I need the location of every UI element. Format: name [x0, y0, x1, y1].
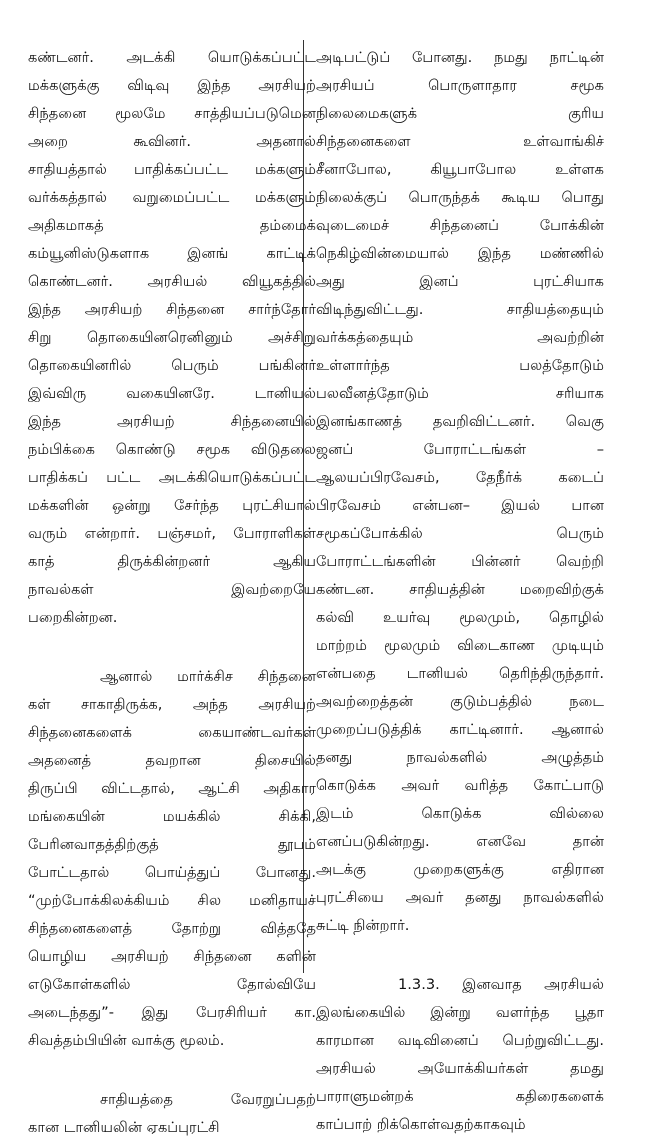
text-line: பாராளுமன்றக் கதிரைகளைக்	[316, 1088, 604, 1105]
paragraph-gap	[28, 632, 316, 663]
text-line: அடைந்தது”- இது பேரசிரியர் கா.	[28, 1004, 316, 1021]
text-line: கள் சாகாதிருக்க, அந்த அரசியற்	[28, 696, 316, 713]
text-line: வர்க்கத்தால் வறுமைப்பட்ட மக்களும்	[28, 189, 316, 206]
text-line: பிரவேசம் என்பன– இயல் பான	[316, 497, 604, 514]
text-line: இவ்விரு வகையினரே. டானியல்	[28, 385, 316, 402]
text-line: “முற்போக்கிலக்கியம் சில மனிதாயச்	[28, 892, 316, 909]
text-line: மாற்றம் மூலமும் விடைகாண முடியும்	[316, 637, 604, 654]
text-line: காரமான வடிவினைப் பெற்றுவிட்டது.	[316, 1032, 604, 1049]
text-line: இந்த அரசியற் சிந்தனையில்	[28, 413, 316, 430]
text-line: சிறு தொகையினரெனினும் அச்சிறு	[28, 329, 316, 346]
text-line: சிவத்தம்பியின் வாக்கு மூலம்.	[28, 1032, 225, 1049]
text-line: இந்த அரசியற் சிந்தனை சார்ந்தோர்	[28, 301, 316, 318]
text-line: உள்ளார்ந்த பலத்தோடும்	[316, 357, 604, 374]
text-line: அதிகமாகத் தம்மைக்	[28, 217, 316, 234]
text-line: விடிந்துவிட்டது. சாதியத்தையும்	[316, 301, 604, 318]
text-line: போட்டதால் பொய்த்துப் போனது.	[28, 864, 316, 881]
text-line: யொழிய அரசியற் சிந்தனை களின்	[28, 948, 316, 965]
text-line: கண்டன. சாதியத்தின் மறைவிற்குக்	[316, 581, 604, 598]
text-line: ஆனால் மார்க்சிச சிந்தனை	[100, 668, 316, 685]
text-line: சிந்தனைகளை உள்வாங்கிச்	[316, 133, 604, 150]
text-line: சமூகப்போக்கில் பெரும்	[316, 525, 604, 542]
text-line: அதனைத் தவறான திசையில்	[28, 752, 316, 769]
text-line: காப்பாற் றிக்கொள்வதற்காகவும்	[316, 1116, 526, 1133]
text-line: கல்வி உயர்வு மூலமும், தொழில்	[316, 609, 604, 626]
text-line: இடம் கொடுக்க வில்லை	[316, 805, 604, 822]
text-line: நாவல்கள் இவற்றையே	[28, 581, 316, 598]
text-line: சிந்தனைகளைத் தோற்று வித்ததே	[28, 920, 316, 937]
text-line: அடக்கு முறைகளுக்கு எதிரான	[316, 861, 604, 878]
text-line: புரட்சியை அவர் தனது நாவல்களில்	[316, 889, 604, 906]
text-line: திருப்பி விட்டதால், ஆட்சி அதிகார	[28, 780, 316, 797]
paragraph-gap	[28, 1055, 316, 1086]
text-line: பாதிக்கப் பட்ட அடக்கியொடுக்கப்பட்ட	[28, 469, 316, 486]
text-line: வர்க்கத்தையும் அவற்றின்	[316, 329, 604, 346]
paragraph	[28, 44, 316, 632]
text-line: வுடைமைச் சிந்தனைப் போக்கின்	[316, 217, 604, 234]
paragraph	[316, 44, 604, 940]
text-line: தனது நாவல்களில் அழுத்தம்	[316, 749, 604, 766]
text-line: வரும் என்றார். பஞ்சமர், போராளிகள்	[28, 525, 316, 542]
paragraph-gap	[316, 940, 604, 971]
text-line: தொகையினரில் பெரும் பங்கினர்	[28, 357, 316, 374]
text-line: பேரினவாதத்திற்குத் தூபம்	[28, 836, 316, 853]
text-line: சுட்டி நின்றார்.	[316, 917, 410, 934]
text-line: காத் திருக்கின்றனர் ஆகிய	[28, 553, 316, 570]
text-line: கான டானியலின் ஏகப்புரட்சி	[28, 1119, 220, 1136]
text-line: மக்களுக்கு விடிவு இந்த அரசியற்	[28, 77, 316, 94]
text-line: இலங்கையில் இன்று வளர்ந்த பூதா	[316, 1004, 604, 1021]
text-line: போராட்டங்களின் பின்னர் வெற்றி	[316, 553, 604, 570]
text-line: கொடுக்க அவர் வரித்த கோட்பாடு	[316, 777, 604, 794]
text-line: நிலைமைகளுக் குரிய	[316, 105, 604, 122]
text-line: சீனாபோல, கியூபாபோல உள்ளக	[316, 161, 604, 178]
text-line: கண்டனர். அடக்கி யொடுக்கப்பட்ட	[28, 49, 316, 66]
text-line: என்பதை டானியல் தெரிந்திருந்தார்.	[316, 665, 604, 682]
text-line: அது இனப் புரட்சியாக	[316, 273, 604, 290]
text-line: சிந்தனைகளைக் கையாண்டவர்கள்	[28, 724, 316, 741]
text-line: நெகிழ்வின்மையால் இந்த மண்ணில்	[316, 245, 604, 262]
text-line: பலவீனத்தோடும் சரியாக	[316, 385, 604, 402]
text-line: அரசியப் பொருளாதார சமூக	[316, 77, 604, 94]
text-line: கொண்டனர். அரசியல் வியூகத்தில்	[28, 273, 316, 290]
paragraph	[28, 1086, 316, 1142]
text-line: அடிபட்டுப் போனது. நமது நாட்டின்	[316, 49, 604, 66]
text-line: ஆலயப்பிரவேசம், தேநீர்க் கடைப்	[316, 469, 604, 486]
text-line: சாதியத்தை வேரறுப்பதற்	[100, 1091, 316, 1108]
text-line: ஜனப் போராட்டங்கள் –	[316, 441, 604, 458]
text-line: மக்களின் ஒன்று சேர்ந்த புரட்சியால்	[28, 497, 316, 514]
text-line: அவற்றைத்தன் குடும்பத்தில் நடை	[316, 693, 604, 710]
paragraph	[316, 971, 604, 1139]
paragraph	[28, 663, 316, 1055]
text-line: எடுகோள்களில் தோல்வியே	[28, 976, 316, 993]
text-line: இனங்காணத் தவறிவிட்டனர். வெகு	[316, 413, 604, 430]
text-line: சாதியத்தால் பாதிக்கப்பட்ட மக்களும்	[28, 161, 316, 178]
text-line: சிந்தனை மூலமே சாத்தியப்படுமென	[28, 105, 316, 122]
text-line: அரசியல் அயோக்கியர்கள் தமது	[316, 1060, 604, 1077]
right-column	[316, 44, 604, 1139]
left-column	[28, 44, 316, 1142]
text-line: 1.3.3. இனவாத அரசியல்	[398, 976, 604, 993]
text-line: கம்யூனிஸ்டுகளாக இனங் காட்டிக்	[28, 245, 316, 262]
text-line: நிலைக்குப் பொருந்தக் கூடிய பொது	[316, 189, 604, 206]
text-line: முறைப்படுத்திக் காட்டினார். ஆனால்	[316, 721, 604, 738]
text-line: மங்கையின் மயக்கில் சிக்கி,	[28, 808, 316, 825]
text-line: எனப்படுகின்றது. எனவே தான்	[316, 833, 604, 850]
text-line: பறைகின்றன.	[28, 609, 118, 626]
text-line: நம்பிக்கை கொண்டு சமூக விடுதலை	[28, 441, 316, 458]
text-line: அறை கூவினர். அதனால்	[28, 133, 316, 150]
